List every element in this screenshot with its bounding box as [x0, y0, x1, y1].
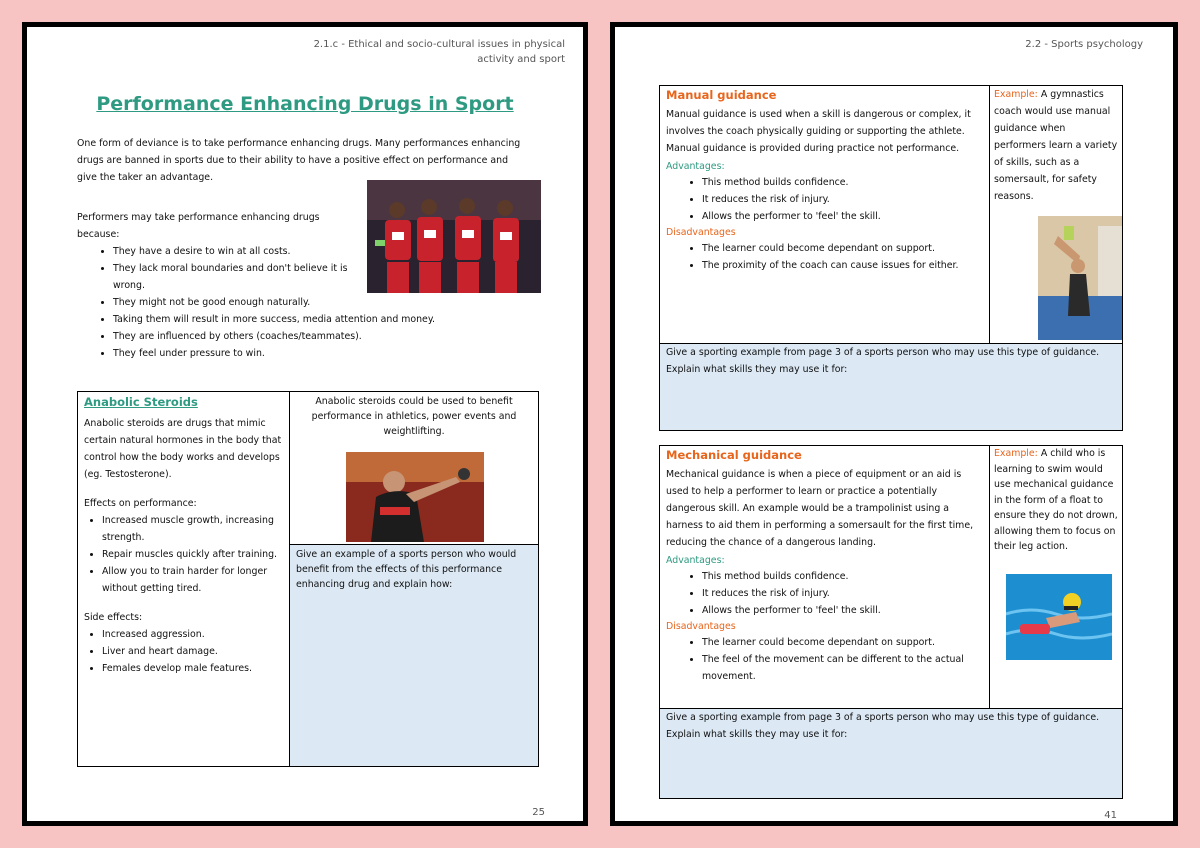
steroids-table: [77, 391, 539, 767]
manual-example-text: A gymnastics coach would use manual guidance when performers learn a variety of skills, such as a somersault, for safety reasons.: [994, 89, 1118, 202]
header-line: activity and sport: [477, 54, 565, 65]
page-title: Performance Enhancing Drugs in Sport: [96, 93, 514, 115]
page-number: 25: [532, 807, 545, 818]
manual-info-cell: [660, 86, 990, 343]
mechanical-answer-cell[interactable]: [660, 708, 1122, 798]
list-item: • They feel under pressure to win.: [113, 345, 373, 362]
manual-advantages-list: [666, 174, 983, 225]
list-item: • Allow you to train harder for longer without getting tired.: [102, 563, 283, 597]
mechanical-disadvantages-list: [666, 634, 983, 685]
manual-question: Give a sporting example from page 3 of a sports person who may use this type of guidance. Explain what skills they may use it for:: [666, 347, 1100, 375]
manual-answer-cell[interactable]: [660, 343, 1122, 430]
list-item: • This method builds confidence.: [702, 174, 983, 191]
intro-text: One form of deviance is to take performance enhancing drugs. Many performances enhancing drugs are banned in sports due to their ability to have a positive effect on performance and give the taker an advantage.: [77, 138, 521, 183]
steroids-heading: Anabolic Steroids: [84, 395, 198, 409]
effects-list: [84, 512, 283, 597]
list-item: • Females develop male features.: [102, 660, 283, 677]
steroids-description: Anabolic steroids are drugs that mimic certain natural hormones in the body that control how the body works and develops (eg. Testosterone).: [84, 418, 282, 480]
sprinters-photo: [367, 180, 541, 293]
mechanical-guidance-table: [659, 445, 1123, 799]
list-item: • They might not be good enough naturally.: [113, 294, 373, 311]
benefit-text: Anabolic steroids could be used to benefit performance in athletics, power events and weightlifting.: [311, 396, 517, 437]
list-item: • The proximity of the coach can cause issues for either.: [702, 257, 983, 274]
manual-example-cell: [990, 86, 1122, 343]
reasons-list: [77, 243, 436, 362]
list-item: • The learner could become dependant on support.: [702, 240, 983, 257]
manual-guidance-table: [659, 85, 1123, 431]
page-number: 41: [1104, 810, 1117, 821]
list-item: • Allows the performer to 'feel' the skill.: [702, 602, 983, 619]
mechanical-advantages-list: [666, 568, 983, 619]
steroids-benefit-cell: [290, 392, 538, 545]
steroids-answer-cell[interactable]: [290, 545, 538, 766]
manual-advantages-heading: Advantages:: [666, 161, 725, 172]
swimming-photo: [1006, 574, 1112, 660]
mechanical-info-cell: [660, 446, 990, 708]
list-item: • It reduces the risk of injury.: [702, 191, 983, 208]
side-effects-heading: Side effects:: [84, 612, 143, 623]
mechanical-example-text: A child who is learning to swim would use mechanical guidance in the form of a float to ensure they do not drown, allowing them to focus on their leg action.: [994, 448, 1118, 552]
example-label: Example:: [994, 89, 1038, 100]
list-item: • Increased aggression.: [102, 626, 283, 643]
example-label: Example:: [994, 448, 1038, 459]
list-item: • Liver and heart damage.: [102, 643, 283, 660]
page-header: 2.2 - Sports psychology: [1025, 39, 1143, 50]
list-item: • Taking them will result in more success, media attention and money.: [113, 311, 533, 328]
manual-disadvantages-list: [666, 240, 983, 274]
gymnastics-photo: [1038, 216, 1122, 340]
effects-heading: Effects on performance:: [84, 498, 197, 509]
reasons-section: [77, 209, 436, 362]
manual-heading: Manual guidance: [666, 88, 777, 102]
steroids-info-cell: [78, 392, 290, 766]
mechanical-advantages-heading: Advantages:: [666, 555, 725, 566]
reasons-intro: Performers may take performance enhancing drugs because:: [77, 212, 320, 240]
list-item: • They have a desire to win at all costs.: [113, 243, 373, 260]
list-item: • Allows the performer to 'feel' the skill.: [702, 208, 983, 225]
list-item: • Increased muscle growth, increasing strength.: [102, 512, 283, 546]
steroids-question: Give an example of a sports person who would benefit from the effects of this performance enhancing drug and explain how:: [296, 549, 517, 590]
mechanical-disadvantages-heading: Disadvantages: [666, 621, 736, 632]
side-effects-list: [84, 626, 283, 677]
mechanical-description: Mechanical guidance is when a piece of equipment or an aid is used to help a performer to learn or practice a potentially dangerous skill. An example would be a trampolinist using a harness to aid them in performing a somersault for the first time, reducing the chance of a dangerous landing.: [666, 469, 974, 548]
manual-disadvantages-heading: Disadvantages: [666, 227, 736, 238]
list-item: • They lack moral boundaries and don't believe it is wrong.: [113, 260, 373, 294]
mechanical-heading: Mechanical guidance: [666, 448, 802, 462]
list-item: • It reduces the risk of injury.: [702, 585, 983, 602]
mechanical-example-cell: [990, 446, 1122, 708]
header-line: 2.1.c - Ethical and socio-cultural issues in physical: [313, 39, 565, 50]
mechanical-question: Give a sporting example from page 3 of a sports person who may use this type of guidance. Explain what skills they may use it for:: [666, 712, 1100, 740]
list-item: • This method builds confidence.: [702, 568, 983, 585]
list-item: • The feel of the movement can be different to the actual movement.: [702, 651, 983, 685]
page-header: [265, 37, 565, 67]
manual-description: Manual guidance is used when a skill is dangerous or complex, it involves the coach physically guiding or supporting the athlete. Manual guidance is provided during practice not performance.: [666, 109, 971, 154]
list-item: • They are influenced by others (coaches/teammates).: [113, 328, 533, 345]
list-item: • The learner could become dependant on support.: [702, 634, 983, 651]
list-item: • Repair muscles quickly after training.: [102, 546, 283, 563]
left-page: [22, 22, 588, 826]
shot-put-photo: [346, 452, 484, 542]
right-page: [610, 22, 1178, 826]
